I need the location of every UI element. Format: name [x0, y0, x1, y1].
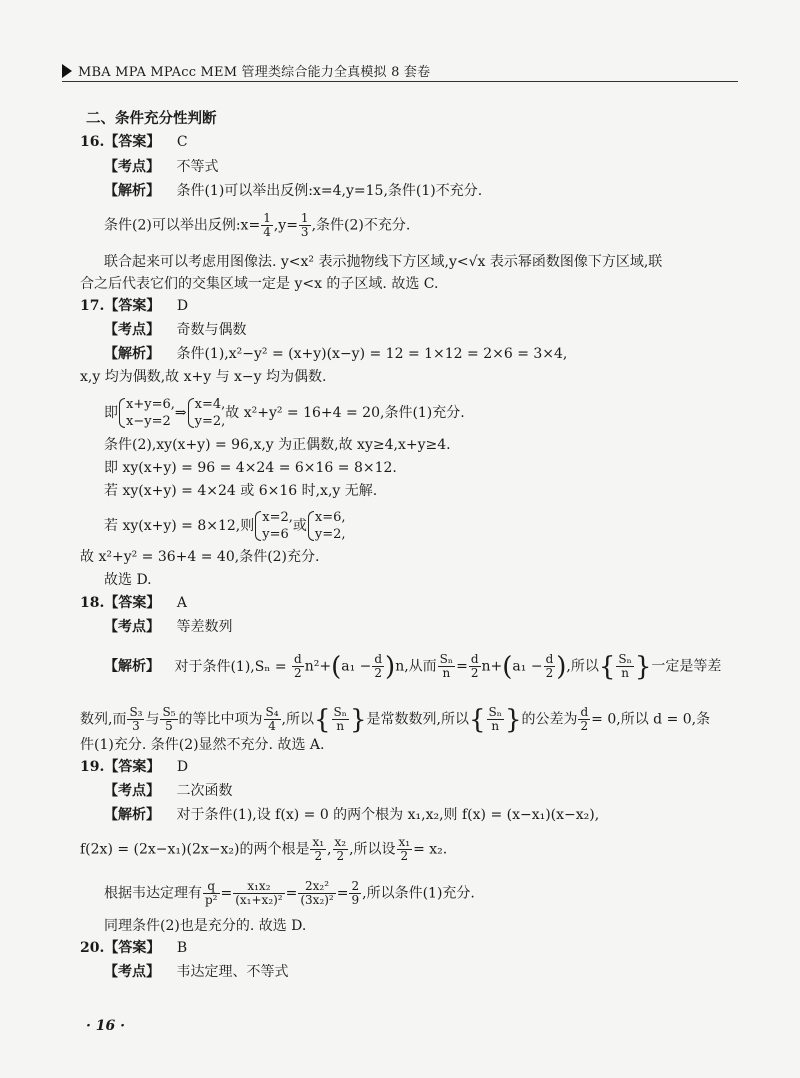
denominator: 2 [294, 666, 302, 680]
denominator: 2 [400, 849, 409, 863]
numerator: 2 [351, 879, 360, 893]
q18-text: a₁ − [512, 658, 543, 675]
q16-answer-line [80, 133, 188, 151]
q17-analysis-8: 故 x²+y² = 36+4 = 40,条件(2)充分. [80, 549, 320, 565]
q19-text: ,所以设 [349, 841, 396, 858]
q18-text: a₁ − [341, 658, 372, 675]
numerator: Sₙ [439, 652, 454, 666]
q19-answer-line [80, 758, 188, 776]
q16-analysis-1 [104, 182, 482, 200]
numerator: d [374, 652, 383, 666]
q16-a2-mid: ,y= [273, 217, 298, 234]
fraction [616, 653, 633, 680]
brace-left: { [598, 651, 616, 682]
q16-point: 不等式 [176, 159, 219, 175]
numerator: S₅ [162, 705, 176, 719]
fraction [261, 212, 273, 239]
fraction [298, 880, 335, 907]
q18-text: n²+ [304, 658, 332, 675]
point-label: 【考点】 [104, 159, 160, 175]
q17-point: 奇数与偶数 [176, 322, 247, 338]
or-word: 或 [292, 518, 307, 534]
equation: x+y=6, [126, 397, 175, 412]
q16-point-line [104, 158, 218, 176]
equation: x=4, [194, 397, 226, 412]
running-header [62, 60, 738, 82]
q19-number: 19. [80, 759, 105, 775]
q16-analysis-2 [104, 212, 410, 239]
numerator: x₁ [398, 835, 411, 849]
q16-analysis-text: 条件(1)可以举出反例:x=4,y=15,条件(1)不充分. [176, 183, 483, 199]
paren-right: ) [556, 651, 567, 682]
q20-answer-line [80, 939, 187, 957]
q18-a1-pre: 对于条件(1),Sₙ = [174, 658, 287, 675]
fraction [438, 653, 455, 680]
analysis-label: 【解析】 [104, 183, 160, 199]
numerator: Sₙ [488, 705, 502, 719]
fraction [578, 706, 590, 733]
numerator: d [580, 705, 589, 719]
q17-point-line [104, 321, 246, 339]
numerator: Sₙ [618, 652, 632, 666]
point-label: 【考点】 [104, 783, 160, 799]
fraction [469, 653, 481, 680]
brace-right: } [634, 651, 652, 682]
q18-text: ,所以 [566, 658, 599, 675]
q18-text: 数列,而 [80, 711, 127, 728]
q17-analysis-3 [104, 396, 465, 430]
equation: y=2, [194, 414, 226, 429]
q16-analysis-3: 联合起来可以考虑用图像法. y<x² 表示抛物线下方区域,y<√x 表示幂函数图像下方区域,联 [104, 254, 663, 270]
q16-a2-pre: 条件(2)可以举出反例:x= [104, 217, 261, 234]
triangle-marker-icon [62, 64, 72, 78]
q19-analysis-1 [104, 806, 599, 824]
brace-right: } [504, 704, 522, 735]
denominator: 4 [268, 719, 276, 733]
q18-analysis-1 [104, 653, 721, 680]
answer-label: 【答案】 [104, 134, 161, 150]
denominator: n [491, 719, 500, 733]
q19-text: 根据韦达定理有 [104, 885, 202, 902]
equation-system [187, 396, 226, 430]
fraction [487, 706, 504, 733]
q16-number: 16. [80, 134, 105, 150]
numerator: d [545, 652, 554, 666]
denominator: 2 [336, 849, 345, 863]
q20-answer: B [176, 940, 188, 956]
numerator: x₁x₂ [233, 880, 284, 894]
q18-text: n,从而 [395, 658, 437, 675]
denominator: 3 [132, 719, 140, 733]
q19-analysis-4: 同理条件(2)也是充分的. 故选 D. [104, 918, 307, 934]
fraction [299, 212, 311, 239]
fraction [372, 653, 384, 680]
q19-text: = [220, 885, 233, 902]
numerator: 1 [300, 211, 309, 225]
brace-left: { [314, 704, 331, 735]
fraction [310, 836, 326, 863]
answer-label: 【答案】 [104, 940, 161, 956]
denominator: 2 [374, 666, 383, 680]
q18-point-line [104, 618, 232, 636]
q18-number: 18. [80, 595, 105, 611]
equation: y=6 [262, 527, 289, 542]
q17-a3-pre: 即 [104, 405, 118, 421]
equation-system [307, 509, 346, 543]
answer-label: 【答案】 [104, 595, 161, 611]
page-number: · 16 · [86, 1018, 125, 1034]
q16-analysis-4: 合之后代表它们的交集区域一定是 y<x 的子区域. 故选 C. [80, 276, 439, 292]
q20-point: 韦达定理、不等式 [176, 964, 289, 980]
q17-analysis-2: x,y 均为偶数,故 x+y 与 x−y 均为偶数. [80, 369, 327, 385]
q19-analysis-text: 对于条件(1),设 f(x) = 0 的两个根为 x₁,x₂,则 f(x) = (x−x₁)(x−x₂), [176, 807, 600, 823]
q17-a7-pre: 若 xy(x+y) = 8×12,则 [104, 518, 255, 534]
brace-left: { [468, 704, 486, 735]
numerator: d [470, 652, 479, 666]
header-rule [62, 81, 738, 82]
paren-left: ( [331, 651, 342, 682]
q18-point: 等差数列 [176, 619, 233, 635]
fraction [233, 880, 284, 907]
numerator: d [294, 652, 302, 666]
q19-text: = [285, 885, 298, 902]
fraction [127, 706, 144, 733]
q18-text: = 0,所以 d = 0,条 [591, 711, 711, 728]
q19-text: ,所以条件(1)充分. [362, 885, 475, 902]
q18-text: 的公差为 [521, 711, 578, 728]
q18-analysis-2 [80, 706, 710, 733]
q17-analysis-4: 条件(2),xy(x+y) = 96,x,y 为正偶数,故 xy≥4,x+y≥4. [104, 437, 451, 453]
numerator: S₄ [265, 705, 279, 719]
paren-left: ( [502, 651, 513, 682]
q18-answer: A [176, 595, 187, 611]
answer-label: 【答案】 [104, 298, 161, 314]
q17-analysis-text: 条件(1),x²−y² = (x+y)(x−y) = 12 = 1×12 = 2×6 = 3×4, [176, 346, 568, 362]
q19-analysis-3 [104, 880, 475, 907]
denominator: 2 [470, 666, 479, 680]
denominator: p² [205, 893, 218, 907]
point-label: 【考点】 [104, 322, 160, 338]
q17-analysis-1 [104, 345, 567, 363]
q17-analysis-6: 若 xy(x+y) = 4×24 或 6×16 时,x,y 无解. [104, 483, 378, 499]
equation: x−y=2 [126, 414, 171, 429]
equation: y=2, [314, 527, 346, 542]
denominator: n [336, 719, 345, 733]
q20-number: 20. [80, 940, 105, 956]
q19-point: 二次函数 [176, 783, 233, 799]
q17-analysis-7 [104, 509, 346, 543]
q19-answer: D [176, 759, 189, 775]
numerator: 2x₂² [298, 880, 335, 894]
q16-answer: C [176, 134, 188, 150]
numerator: x₂ [334, 835, 347, 849]
q18-text: = [456, 658, 468, 675]
q17-analysis-5: 即 xy(x+y) = 96 = 4×24 = 6×16 = 8×12. [104, 460, 397, 476]
numerator: x₁ [312, 835, 325, 849]
equation-system [254, 509, 293, 543]
answer-label: 【答案】 [104, 759, 161, 775]
q18-text: n+ [481, 658, 503, 675]
q18-text: 是常数数列,所以 [366, 711, 469, 728]
point-label: 【考点】 [104, 964, 160, 980]
denominator: 4 [263, 225, 271, 239]
fraction [349, 880, 361, 907]
numerator: S₃ [129, 705, 143, 719]
fraction [264, 706, 281, 733]
equation-system [118, 396, 175, 430]
equation: x=2, [262, 510, 293, 525]
denominator: 2 [314, 849, 323, 863]
analysis-label: 【解析】 [104, 658, 160, 675]
brace-right: } [349, 704, 367, 735]
q19-point-line [104, 782, 232, 800]
q18-text: 与 [145, 711, 160, 728]
denominator: (3x₂)² [300, 893, 334, 907]
denominator: 3 [300, 225, 309, 239]
section-title: 二、条件充分性判断 [86, 110, 217, 127]
denominator: 9 [351, 893, 360, 907]
denominator: n [442, 666, 451, 680]
header-title: MBA MPA MPAcc MEM 管理类综合能力全真模拟 8 套卷 [78, 65, 431, 80]
denominator: (x₁+x₂)² [235, 893, 283, 907]
q17-number: 17. [80, 298, 105, 314]
q17-answer-line [80, 297, 188, 315]
denominator: 2 [545, 666, 554, 680]
fraction [397, 836, 413, 863]
numerator: Sₙ [333, 705, 347, 719]
q18-text: 的等比中项为 [178, 711, 263, 728]
q19-text: f(2x) = (2x−x₁)(2x−x₂)的两个根是 [80, 841, 310, 858]
fraction [332, 706, 349, 733]
fraction [292, 653, 304, 680]
q19-text: = [336, 885, 349, 902]
denominator: 2 [580, 719, 589, 733]
equation: x=6, [314, 510, 346, 525]
point-label: 【考点】 [104, 619, 160, 635]
q18-analysis-3: 件(1)充分. 条件(2)显然不充分. 故选 A. [80, 737, 325, 753]
q17-answer: D [176, 298, 189, 314]
paren-right: ) [385, 651, 396, 682]
q20-point-line [104, 963, 288, 981]
implies-arrow: ⇒ [174, 405, 187, 421]
fraction [333, 836, 349, 863]
analysis-label: 【解析】 [104, 346, 160, 362]
fraction [160, 706, 177, 733]
fraction [203, 880, 220, 907]
analysis-label: 【解析】 [104, 807, 160, 823]
numerator: q [203, 880, 220, 894]
q18-text: ,所以 [281, 711, 314, 728]
q17-analysis-9: 故选 D. [104, 572, 152, 588]
q18-text: 一定是等差 [651, 658, 722, 675]
denominator: 5 [165, 719, 173, 733]
denominator: n [621, 666, 629, 680]
numerator: 1 [263, 211, 271, 225]
q17-a3-post: 故 x²+y² = 16+4 = 20,条件(1)充分. [225, 405, 465, 421]
q19-text: = x₂. [413, 841, 448, 858]
q18-answer-line [80, 594, 187, 612]
fraction [544, 653, 556, 680]
q16-a2-post: ,条件(2)不充分. [311, 217, 411, 234]
q19-analysis-2: f(2x) = (2x−x₁)(2x−x₂)的两个根是 $\frac{\text{x₁}}{2}$ , $\frac{\text{x₂}}{2}$ ,所以设 $\frac{\text{x₁}}{2}$ = x₂. [80, 835, 448, 863]
